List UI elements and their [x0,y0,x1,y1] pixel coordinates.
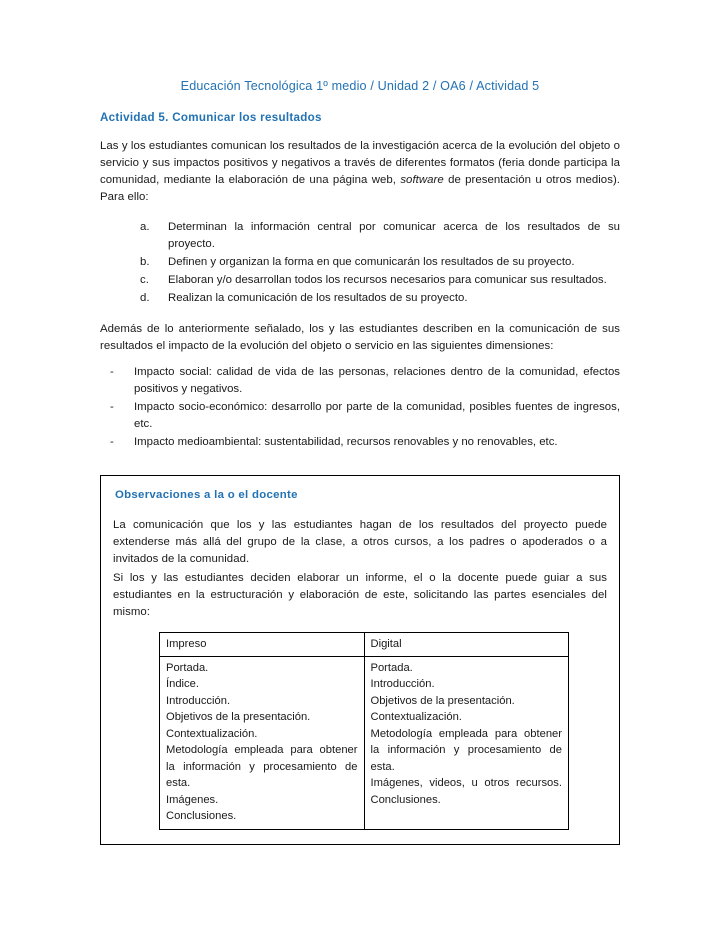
intro-text-part1: Las y los estudiantes comunican los resultados de la investigación acerca de la evolución del objeto o servicio y sus impactos positivos y negativos a través de diferentes formatos (feria donde participa la comunidad, mediante la elaboración de una página web, [100,140,620,187]
table-cell-line: Contextualización. [370,711,462,724]
dimensions-intro-paragraph: Además de lo anteriormente señalado, los y las estudiantes describen en la comunicación de sus resultados el impacto de la evolución del objeto o servicio en las siguientes dimensiones: [100,323,620,353]
table-cell-line: Imágenes. [166,793,219,806]
table-cell-line: Introducción. [370,678,435,691]
list-item: - Impacto socio-económico: desarrollo por parte de la comunidad, posibles fuentes de ingresos, etc. [108,399,620,433]
list-item: Realizan la comunicación de los resultados de su proyecto. [168,292,468,305]
table-cell-line: Portada. [370,661,413,674]
list-item: Definen y organizan la forma en que comunicarán los resultados de su proyecto. [168,256,575,269]
table-cell-line: Conclusiones. [166,810,237,823]
table-cell-line: Introducción. [166,694,231,707]
intro-italic-software: software [400,174,444,187]
table-cell-line: Portada. [166,661,209,674]
table-cell-line: Contextualización. [166,727,258,740]
observations-paragraph-1: La comunicación que los y las estudiantes hagan de los resultados del proyecto puede extenderse más allá del grupo de la clase, a otros cursos, a los padres o apoderados o a invitados de la comunidad. [113,519,607,566]
table-row [160,656,569,829]
intro-paragraph [100,138,620,206]
document-breadcrumb-header: Educación Tecnológica 1º medio / Unidad 2 / OA6 / Actividad 5 [180,79,540,93]
table-cell-line: Metodología empleada para obtener la información y procesamiento de esta. [166,744,358,790]
table-cell-digital-items [364,656,569,829]
table-cell-line: Objetivos de la presentación. [166,711,311,724]
table-cell-line: Conclusiones. [370,793,441,806]
list-item: - Impacto social: calidad de vida de las personas, relaciones dentro de la comunidad, efectos positivos y negativos. [108,364,620,398]
list-item: Elaboran y/o desarrollan todos los recursos necesarios para comunicar sus resultados. [168,274,607,287]
table-cell-line: Imágenes, videos, u otros recursos. [370,777,562,790]
table-header-row [160,633,569,657]
table-cell-line: Índice. [166,678,199,691]
table-cell-line: Metodología empleada para obtener la información y procesamiento de esta. [370,727,562,773]
activity-title: Actividad 5. Comunicar los resultados [100,111,322,125]
report-parts-table [159,632,569,830]
table-cell-impreso-items [160,656,365,829]
impact-dimensions-list [100,364,620,451]
observations-title: Observaciones a la o el docente [115,489,298,502]
table-header-impreso: Impreso [160,633,365,657]
observations-paragraph-2: Si los y las estudiantes deciden elaborar un informe, el o la docente puede guiar a sus estudiantes en la estructuración y elaboración de este, solicitando las partes esenciales del mismo: [113,572,607,619]
observations-box [100,475,620,845]
activity-steps-list [100,219,620,307]
list-item: Determinan la información central por comunicar acerca de los resultados de su proyecto. [168,221,620,251]
table-cell-line: Objetivos de la presentación. [370,694,515,707]
intro-text-part2: de presentación u otros medios). Para ello: [100,174,620,204]
table-header-digital: Digital [364,633,569,657]
list-item: - Impacto medioambiental: sustentabilidad, recursos renovables y no renovables, etc. [108,434,620,451]
